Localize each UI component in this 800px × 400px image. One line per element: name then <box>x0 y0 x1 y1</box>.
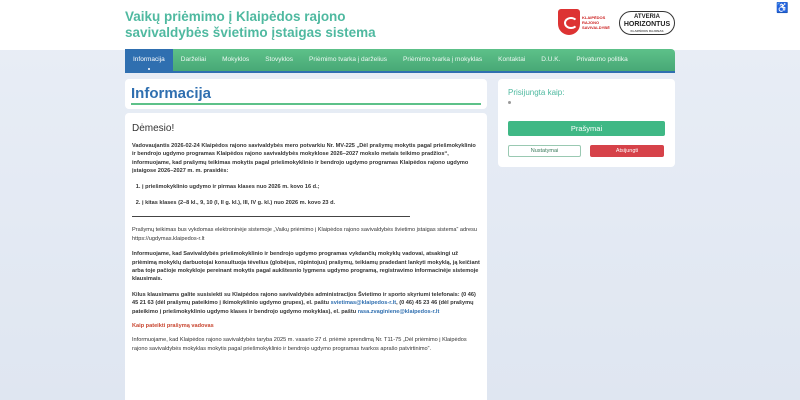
nav-item-priemimas-mokyklos[interactable]: Priėmimo tvarka į mokyklas <box>403 56 483 63</box>
nav-item-privatumo-politika[interactable]: Privatumo politika <box>576 56 628 63</box>
nav-underline <box>125 71 675 73</box>
consultation-paragraph: Informuojame, kad Savivaldybės priešmokyklinio ir bendrojo ugdymo programas vykdančių mokyklų vadovai, atsakingi už priėmimą mokyklų darbuotojai konsultuoja tėvelius (globėjus, rūpintojus) prašymų, teikiamų pradedant lankyti mokyklą, ją keičiant arba toje pačioje mokykloje pereinant mokytis pagal aukštesnio lygmens ugdymo programą, registravimo informacinėje sistemoje klausimais. <box>132 251 480 283</box>
page-title-panel <box>125 79 487 109</box>
nav-item-informacija[interactable]: Informacija <box>125 49 173 71</box>
site-title[interactable]: Vaikų priėmimo į Klaipėdos rajono savivaldybės švietimo įstaigas sistema <box>125 9 376 40</box>
horizons-logo[interactable] <box>619 11 675 35</box>
horizons-logo-top: ATVERIA <box>634 14 660 20</box>
content-panel <box>125 113 487 400</box>
nav-item-stovyklos[interactable]: Stovyklos <box>265 56 294 63</box>
decision-paragraph: Informuojame, kad Klaipėdos rajono savivaldybės taryba 2025 m. vasario 27 d. priėmė sprendimą Nr. T11-75 „Dėl priėmimo į Klaipėdos rajono savivaldybės mokyklas mokytis pagal priešmokyklinio ir bendrojo ugdymo programas tvarkos aprašo patvirtinimo“. <box>132 337 467 352</box>
shield-icon <box>558 9 580 35</box>
intro-paragraph: Vadovaujantis 2026-02-24 Klaipėdos rajono savivaldybės mero potvarkiu Nr. MV-225 „Dėl prašymų mokytis pagal priešmokyklinio ir bendrojo ugdymo programas Klaipėdos rajono savivaldybės mokyklose 2026–2027 mokslo metais teikimo pradžios“, informuojame, kad prašymų teikimas mokytis pagal priešmokyklinio ir bendrojo ugdymo programas Klaipėdos rajono ugdymo įstaigose 2026–2027 m. m. prasidės: <box>132 143 476 175</box>
user-name-placeholder <box>508 101 558 104</box>
electronic-system-paragraph: Prašymų teikimas bus vykdomas elektroninėje sistemoje „Vaikų priėmimo į Klaipėdos rajono savivaldybės švietimo įstaigas sistema“ adresu https://ugdymas.klaipedos-r.lt <box>132 227 477 242</box>
municipality-logo-text: KLAIPĖDOS RAJONO SAVIVALDYBĖ <box>582 15 610 30</box>
email-link-1[interactable]: svietimas@klaipedos-r.lt <box>330 300 397 307</box>
horizons-logo-sub: KLAIPĖDOS RAJONAS <box>630 29 664 33</box>
settings-button[interactable]: Nustatymai <box>508 145 581 157</box>
site-header <box>0 0 800 50</box>
logged-in-label: Prisijungta kaip: <box>508 88 565 97</box>
logout-button[interactable]: Atsijungti <box>590 145 664 157</box>
guide-link[interactable]: Kaip pateikti prašymą vadovas <box>132 323 214 330</box>
nav-item-priemimas-darzeliai[interactable]: Priėmimo tvarka į darželius <box>309 56 388 63</box>
accessibility-icon[interactable]: ♿ <box>776 3 789 14</box>
nav-item-kontaktai[interactable]: Kontaktai <box>498 56 526 63</box>
start-dates-list <box>142 183 480 208</box>
municipality-logo[interactable] <box>558 9 608 35</box>
page-title: Informacija <box>131 85 212 102</box>
contacts-paragraph <box>132 291 480 316</box>
divider <box>132 216 410 217</box>
contacts-text-2: , (0 46) 45 23 46 (dėl prašymų pateikimo į priešmokyklinio ugdymo klases ir bendrojo ugdymo mokyklas), el. paštu <box>132 300 474 315</box>
list-item: 1. į priešmokyklinio ugdymo ir pirmas klases nuo 2026 m. kovo 16 d.; <box>142 183 480 191</box>
nav-item-duk[interactable]: D.U.K. <box>541 56 561 63</box>
email-link-2[interactable]: rasa.zvaginiene@klaipedos-r.lt <box>357 308 440 315</box>
list-item: 2. į kitas klases (2–8 kl., 9, 10 (I, II g. kl.), III, IV g. kl.) nuo 2026 m. kovo 23 d. <box>142 199 480 207</box>
title-underline <box>131 103 481 105</box>
nav-item-darzeliai[interactable]: Darželiai <box>180 56 207 63</box>
applications-button[interactable]: Prašymai <box>508 121 665 136</box>
main-nav <box>125 49 675 71</box>
nav-item-mokyklos[interactable]: Mokyklos <box>222 56 250 63</box>
horizons-logo-main: HORIZONTUS <box>623 21 671 28</box>
contacts-text: Kilus klausimams galite susisiekti su Klaipėdos rajono savivaldybės administracijos Švietimo ir sporto skyriumi telefonais: (0 46) 45 21 63 (dėl prašymų pateikimo į ikimokyklinio ugdymo grupes), el. paštu <box>132 291 476 307</box>
attention-heading: Dėmesio! <box>132 123 175 134</box>
login-sidebar <box>498 79 675 167</box>
